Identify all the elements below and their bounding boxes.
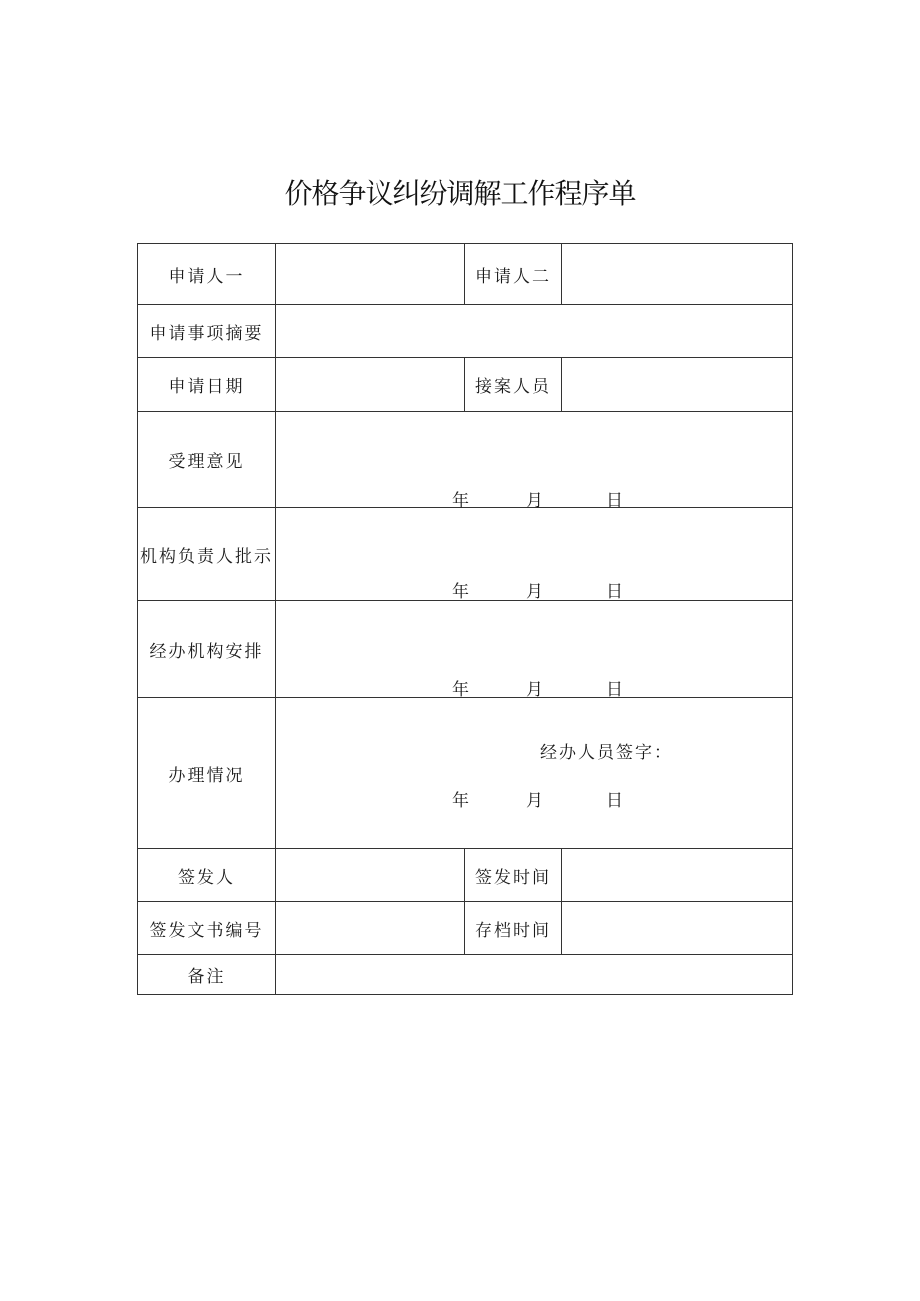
remarks-label: 备注 — [187, 967, 226, 987]
handling-label: 办理情况 — [168, 765, 245, 786]
issuer-value — [275, 849, 464, 901]
row-apply-date — [138, 357, 792, 411]
apply-date-label: 申请日期 — [168, 377, 245, 397]
issuer-label: 签发人 — [178, 867, 235, 888]
case-receiver-value — [561, 358, 792, 411]
row-remarks — [138, 954, 792, 994]
applicant-one-value — [275, 244, 464, 304]
date-month-label: 月 — [526, 491, 545, 511]
date-day-label: 日 — [606, 582, 625, 602]
date-month-label: 月 — [526, 582, 545, 602]
arrangement-date-line — [276, 675, 792, 700]
handling-date-line — [276, 786, 792, 811]
handling-value — [275, 698, 792, 848]
row-acceptance — [138, 411, 792, 511]
archive-time-label: 存档时间 — [464, 902, 561, 954]
issue-time-label: 签发时间 — [464, 849, 561, 901]
row-summary — [138, 304, 792, 357]
summary-label: 申请事项摘要 — [149, 323, 264, 344]
archive-time-value — [561, 902, 792, 954]
arrangement-label: 经办机构安排 — [149, 641, 264, 662]
date-year-label: 年 — [452, 582, 471, 602]
date-year-label: 年 — [452, 791, 471, 811]
approval-label: 机构负责人批示 — [140, 546, 273, 567]
approval-value — [275, 508, 792, 600]
acceptance-value — [275, 412, 792, 511]
date-month-label: 月 — [526, 680, 545, 700]
row-document-no — [138, 901, 792, 954]
row-issuer — [138, 848, 792, 901]
applicant-one-label: 申请人一 — [168, 266, 245, 287]
date-day-label: 日 — [606, 680, 625, 700]
remarks-value — [275, 955, 792, 994]
arrangement-value — [275, 601, 792, 700]
date-year-label: 年 — [452, 680, 471, 700]
acceptance-label: 受理意见 — [168, 452, 245, 472]
apply-date-value — [275, 358, 464, 411]
date-month-label: 月 — [526, 791, 545, 811]
summary-value — [275, 305, 792, 357]
applicant-two-label: 申请人二 — [464, 244, 561, 304]
case-receiver-label: 接案人员 — [464, 358, 561, 411]
row-approval — [138, 507, 792, 600]
row-arrangement — [138, 600, 792, 700]
issue-time-value — [561, 849, 792, 901]
row-handling — [138, 697, 792, 848]
approval-date-line — [276, 577, 792, 602]
applicant-two-value — [561, 244, 792, 304]
date-day-label: 日 — [606, 491, 625, 511]
date-day-label: 日 — [606, 791, 625, 811]
date-year-label: 年 — [452, 491, 471, 511]
document-no-value — [275, 902, 464, 954]
page-title: 价格争议纠纷调解工作程序单 — [284, 177, 636, 210]
acceptance-date-line — [276, 486, 792, 511]
dispute-mediation-form — [137, 243, 793, 995]
signer-label: 经办人员签字： — [540, 743, 673, 763]
document-no-label: 签发文书编号 — [149, 920, 264, 941]
row-applicants — [138, 244, 792, 304]
